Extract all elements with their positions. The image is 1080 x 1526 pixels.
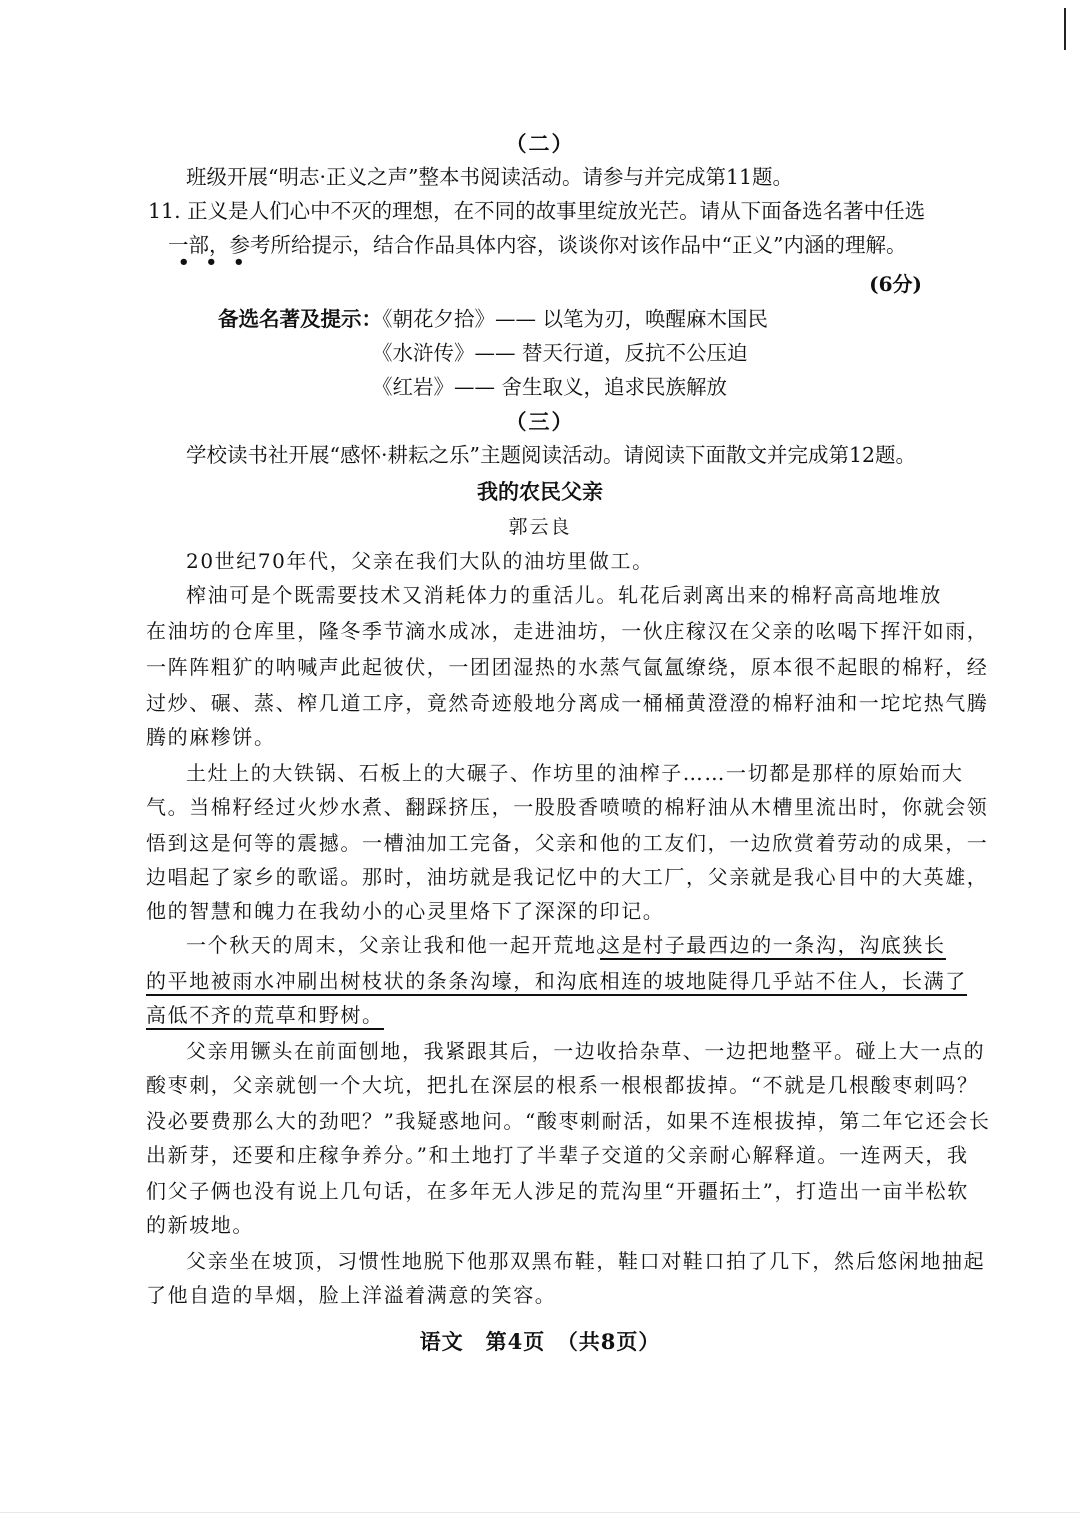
essay-line: 悟到这是何等的震撼。一槽油加工完备，父亲和他的工友们，一边欣赏着劳动的成果，一 xyxy=(146,831,989,855)
essay-line: 父亲用镢头在前面刨地，我紧跟其后，一边收拾杂草、一边把地整平。碰上大一点的 xyxy=(186,1039,986,1063)
section3-intro: 学校读书社开展“感怀·耕耘之乐”主题阅读活动。请阅读下面散文并完成第12题。 xyxy=(186,443,917,467)
essay-line: 在油坊的仓库里，隆冬季节滴水成冰，走进油坊，一伙庄稼汉在父亲的吆喝下挥汗如雨， xyxy=(146,619,989,643)
essay-line: 父亲坐在坡顶，习惯性地脱下他那双黑布鞋，鞋口对鞋口拍了几下，然后悠闲地抽起 xyxy=(186,1249,986,1273)
essay-line: 出新芽，还要和庄稼争养分。”和土地打了半辈子交道的父亲耐心解释道。一连两天，我 xyxy=(146,1143,969,1167)
question-11-score: (6分) xyxy=(869,272,922,296)
essay-line: 了他自造的旱烟，脸上洋溢着满意的笑容。 xyxy=(146,1283,557,1307)
essay-underlined-sentence xyxy=(146,1000,384,1030)
essay-line: 的新坡地。 xyxy=(146,1213,254,1237)
essay-line: 酸枣刺，父亲就刨一个大坑，把扎在深层的根系一根根都拔掉。“不就是几根酸枣刺吗？ xyxy=(146,1073,979,1097)
essay-line: 土灶上的大铁锅、石板上的大碾子、作坊里的油榨子……一切都是那样的原始而大 xyxy=(186,761,964,785)
essay-underlined-sentence xyxy=(146,966,967,996)
underlined-text: 这是村子最西边的一条沟，沟底狭长 xyxy=(600,933,946,960)
essay-author: 郭云良 xyxy=(508,516,572,538)
option-1: 《朝花夕拾》—— 以笔为刃，唤醒麻木国民 xyxy=(372,307,769,331)
essay-line: 一个秋天的周末，父亲让我和他一起开荒地。 xyxy=(186,933,618,957)
essay-line: 一阵阵粗犷的呐喊声此起彼伏，一团团湿热的水蒸气氤氲缭绕，原本很不起眼的棉籽，经 xyxy=(146,655,989,679)
page-footer: 语文 第4页 （共8页） xyxy=(419,1329,661,1354)
essay-line: 气。当棉籽经过火炒水煮、翻踩挤压，一股股香喷喷的棉籽油从木槽里流出时，你就会领 xyxy=(146,795,989,819)
essay-line: 没必要费那么大的劲吧？”我疑惑地问。“酸枣刺耐活，如果不连根拔掉，第二年它还会长 xyxy=(146,1109,991,1133)
underlined-text: 高低不齐的荒草和野树。 xyxy=(146,1003,384,1030)
underlined-text: 的平地被雨水冲刷出树枝状的条条沟壕，和沟底相连的坡地陡得几乎站不住人，长满了 xyxy=(146,969,967,996)
essay-line: 榨油可是个既需要技术又消耗体力的重活儿。轧花后剥离出来的棉籽高高地堆放 xyxy=(186,583,942,607)
essay-line: 20世纪70年代，父亲在我们大队的油坊里做工。 xyxy=(186,549,654,573)
option-2: 《水浒传》—— 替天行道，反抗不公压迫 xyxy=(372,341,748,365)
question-11-line1: 11. 正义是人们心中不灭的理想，在不同的故事里绽放光芒。请从下面备选名著中任选 xyxy=(148,199,926,223)
essay-line: 们父子俩也没有说上几句话，在多年无人涉足的荒沟里“开疆拓土”，打造出一亩半松软 xyxy=(146,1179,969,1203)
essay-title: 我的农民父亲 xyxy=(477,479,603,504)
essay-line: 腾的麻糁饼。 xyxy=(146,725,276,749)
question-11-line2: 一部，参考所给提示，结合作品具体内容，谈谈你对该作品中“正义”内涵的理解。 xyxy=(168,233,907,257)
emphasis-dots: ••• xyxy=(178,252,261,273)
essay-underlined-sentence xyxy=(600,930,946,960)
section2-intro: 班级开展“明志·正义之声”整本书阅读活动。请参与并完成第11题。 xyxy=(186,165,794,189)
section-heading-3: （三） xyxy=(505,409,575,434)
options-label: 备选名著及提示： xyxy=(218,307,382,331)
section-heading-2: （二） xyxy=(505,131,575,156)
scan-artifact-line xyxy=(0,1512,1080,1513)
scan-edge-mark xyxy=(1064,8,1066,50)
option-3: 《红岩》—— 舍生取义，追求民族解放 xyxy=(372,375,728,399)
essay-line: 过炒、碾、蒸、榨几道工序，竟然奇迹般地分离成一桶桶黄澄澄的棉籽油和一坨坨热气腾 xyxy=(146,691,989,715)
essay-line: 他的智慧和魄力在我幼小的心灵里烙下了深深的印记。 xyxy=(146,899,665,923)
essay-line: 边唱起了家乡的歌谣。那时，油坊就是我记忆中的大工厂，父亲就是我心目中的大英雄， xyxy=(146,865,989,889)
